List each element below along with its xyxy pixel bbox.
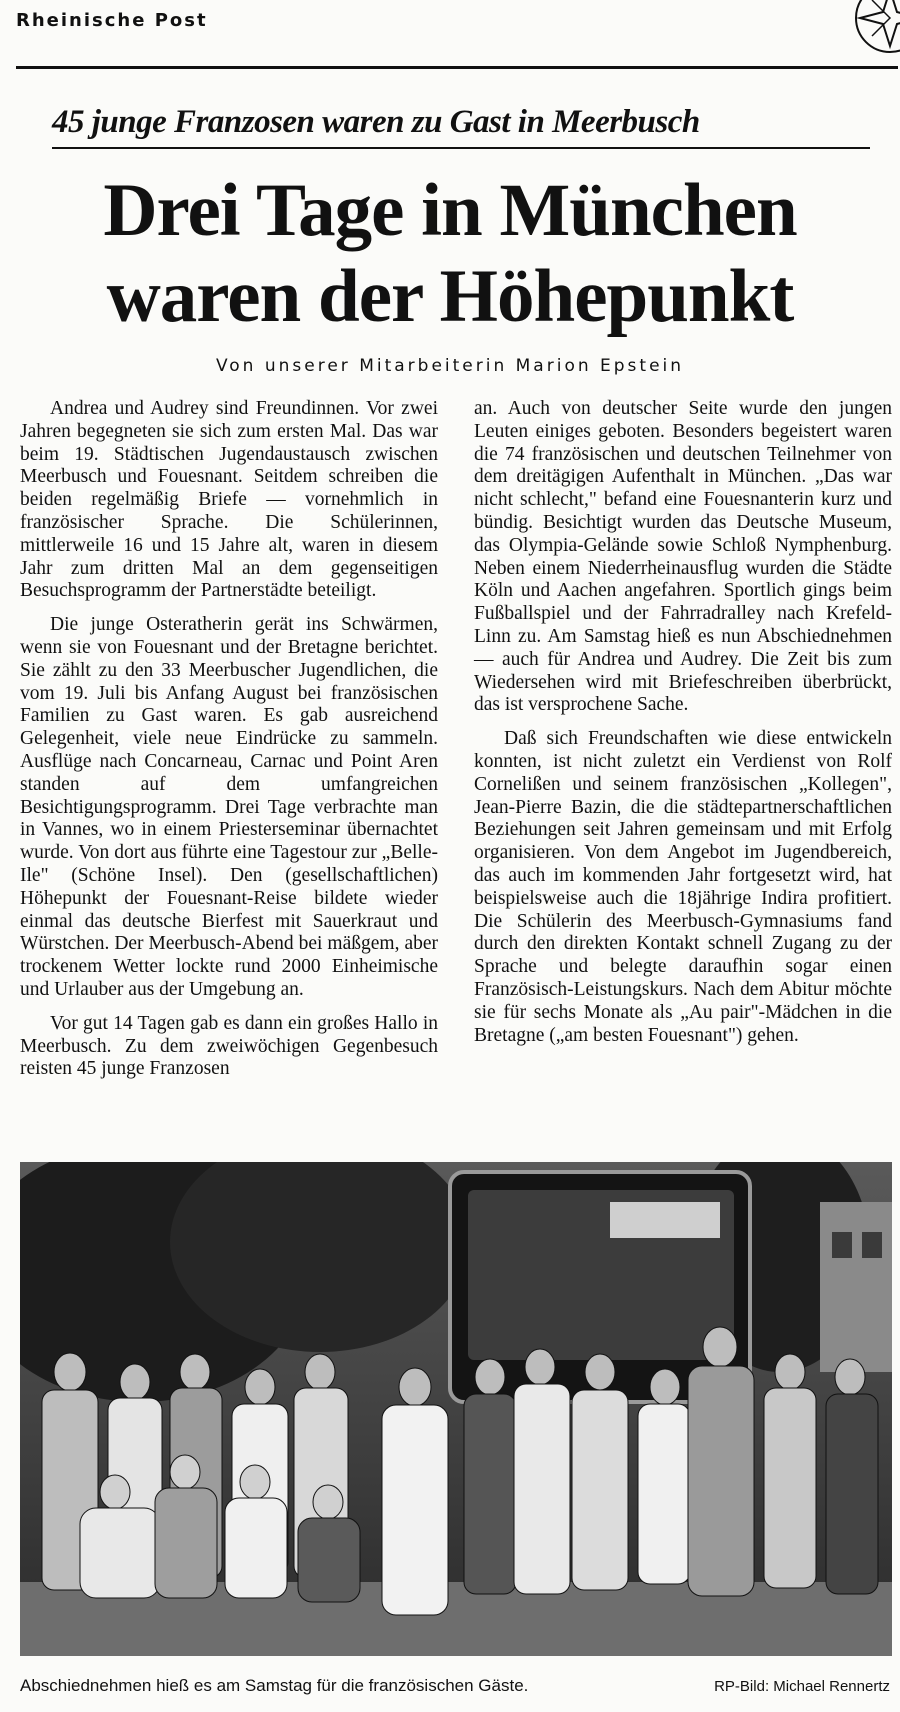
main-headline (16, 168, 884, 340)
star-emblem-icon (842, 0, 900, 62)
group-photo (20, 1162, 892, 1656)
photo-caption: Abschiednehmen hieß es am Samstag für die französischen Gäste. (20, 1676, 529, 1695)
article-paragraph: Vor gut 14 Tagen gab es dann ein großes Hallo in Meerbusch. Zu dem zweiwöchigen Gegenbesuch reisten 45 junge Franzosen (20, 1012, 438, 1080)
article-column-right (474, 398, 892, 1058)
article-paragraph: Daß sich Freundschaften wie diese entwickeln konnten, ist nicht zuletzt ein Verdienst von Rolf Cornelißen und seinem französischen „Kollegen", Jean-Pierre Bazin, die die städtepartnerschaftlichen Beziehungen seit Jahren gemeinsam und mit Erfolg organisieren. Von dem Angebot im Jugendbereich, das auch im kommenden Jahr fortgesetzt wird, hat beispielsweise auch die 18jährige Indira profitiert. Die Schülerin des Meerbusch-Gymnasiums fand durch den direkten Kontakt schnell Zugang zu der Sprache und belegte daraufhin sogar einen Französisch-Leistungskurs. Nach dem Abitur möchte sie für sechs Monate als „Au pair"-Mädchen in die Bretagne („am besten Fouesnant") gehen. (474, 728, 892, 1046)
byline: Von unserer Mitarbeiterin Marion Epstein (215, 356, 685, 376)
headline-line-1: Drei Tage in München (103, 169, 797, 252)
kicker-underline (52, 147, 870, 149)
headline-line-2: waren der Höhepunkt (106, 255, 794, 338)
photo-credit: RP-Bild: Michael Rennertz (714, 1678, 890, 1695)
masthead: Rheinische Post (16, 10, 208, 31)
group-photo-illustration (20, 1162, 892, 1656)
article-paragraph: an. Auch von deutscher Seite wurde den jungen Leuten einiges geboten. Besonders begeistert waren die 74 französischen und deutschen Teilnehmer von dem dreitägigen Aufenthalt in München. „Das war nicht schlecht," befand eine Fouesnanterin kurz und bündig. Besichtigt wurden das Deutsche Museum, das Olympia-Gelände sowie Schloß Nymphenburg. Neben einem Niederrheinausflug wurden die Städte Köln und Aachen angefahren. Sportlich gings beim Fußballspiel und der Fahrradralley nach Krefeld-Linn zu. Am Samstag hieß es nun Abschiednehmen — auch für Andrea und Audrey. Die Zeit bis zum Wiedersehen wird mit Briefeschreiben überbrückt, das ist versprochene Sache. (474, 398, 892, 716)
masthead-rule (16, 66, 898, 69)
kicker-headline: 45 junge Franzosen waren zu Gast in Meerbusch (52, 104, 700, 140)
article-paragraph: Die junge Osteratherin gerät ins Schwärmen, wenn sie von Fouesnant und der Bretagne berichtet. Sie zählt zu den 33 Meerbuscher Jugendlichen, die vom 19. Juli bis Anfang August bei französischen Familien zu Gast waren. Es gab ausreichend Gelegenheit, viele neue Eindrücke zu sammeln. Ausflüge nach Concarneau, Carnac und Point Aren standen auf dem umfangreichen Besichtigungsprogramm. Drei Tage verbrachte man in Vannes, wo in einem Priesterseminar übernachtet wurde. Von dort aus führte eine Tagestour zur „Belle-Ile" (Schöne Insel). Den (gesellschaftlichen) Höhepunkt der Fouesnant-Reise bildete wieder einmal das deutsche Bierfest mit Sauerkraut und Würstchen. Der Meerbusch-Abend bei mäßgem, aber trockenem Wetter lockte rund 2000 Einheimische und Urlauber aus der Umgebung an. (20, 614, 438, 1000)
article-column-left (20, 398, 438, 1092)
article-paragraph: Andrea und Audrey sind Freundinnen. Vor zwei Jahren begegneten sie sich zum ersten Mal. Das war beim 19. Städtischen Jugendaustausch zwischen Meerbusch und Fouesnant. Seitdem schreiben die beiden regelmäßig Briefe — vornehmlich in französischer Sprache. Die Schülerinnen, mittlerweile 16 und 15 Jahre alt, waren in diesem Jahr zum dritten Mal an dem gegenseitigen Besuchsprogramm der Partnerstädte beteiligt. (20, 398, 438, 602)
